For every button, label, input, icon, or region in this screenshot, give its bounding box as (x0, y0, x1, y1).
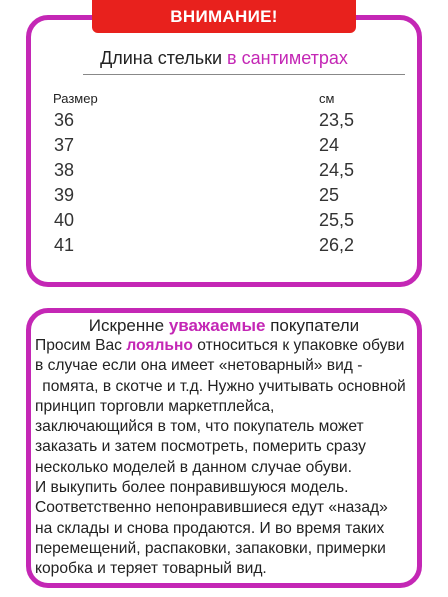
size-value: 39 (54, 185, 75, 205)
buyer-notice-text (31, 316, 417, 580)
table-row (49, 233, 409, 258)
buyer-notice-panel (26, 308, 422, 588)
notice-line1-prefix: Просим Вас (35, 337, 122, 354)
length-value: 25,5 (319, 210, 355, 230)
length-value: 26,2 (319, 235, 355, 255)
length-value: 24,5 (319, 160, 355, 180)
insole-heading (31, 48, 417, 69)
size-value: 37 (54, 135, 75, 155)
size-table-header (49, 90, 409, 108)
size-value: 38 (54, 160, 75, 180)
table-row (49, 133, 409, 158)
insole-heading-accent: в сантиметрах (227, 48, 348, 68)
notice-line: на склады и снова продаются. И во время таких (35, 519, 385, 537)
table-row (49, 208, 409, 233)
notice-line: И выкупить более понравившуюся модель. (35, 479, 349, 497)
notice-line: несколько моделей в данном случае обуви. (35, 458, 352, 476)
table-row (49, 158, 409, 183)
warning-banner: ВНИМАНИЕ! (92, 0, 356, 33)
column-header-size: Размер (53, 91, 98, 106)
notice-title-suffix: покупатели (270, 316, 360, 335)
insole-heading-prefix: Длина стельки (100, 48, 223, 68)
notice-line: помята, в скотче и т.д. Нужно учитывать основной (42, 377, 406, 395)
notice-line: перемещений, распаковки, запаковки, примерки (35, 539, 386, 557)
notice-line (31, 336, 417, 356)
notice-line1-suffix: относиться к упаковке обуви (197, 337, 405, 354)
length-value: 25 (319, 185, 340, 205)
notice-line: коробка и теряет товарный вид. (35, 560, 267, 578)
size-value: 40 (54, 210, 75, 230)
notice-line: принцип торговли маркетплейса, (35, 397, 275, 415)
size-value: 41 (54, 235, 75, 255)
size-table (49, 90, 409, 258)
notice-line: заключающийся в том, что покупатель может (35, 418, 364, 436)
insole-size-panel (26, 15, 422, 287)
heading-divider (83, 74, 405, 75)
length-value: 24 (319, 135, 340, 155)
column-header-cm: см (319, 91, 335, 106)
notice-line: Соответственно непонравившиеся едут «назад» (35, 499, 388, 517)
notice-line1-accent: лояльно (126, 337, 193, 354)
notice-line: в случае если она имеет «нетоварный» вид - (35, 357, 363, 375)
length-value: 23,5 (319, 110, 355, 130)
notice-title (31, 316, 417, 336)
size-value: 36 (54, 110, 75, 130)
notice-title-accent: уважаемые (168, 316, 266, 335)
table-row (49, 108, 409, 133)
notice-line: заказать и затем посмотреть, померить сразу (35, 438, 366, 456)
table-row (49, 183, 409, 208)
notice-title-prefix: Искренне (88, 316, 165, 335)
